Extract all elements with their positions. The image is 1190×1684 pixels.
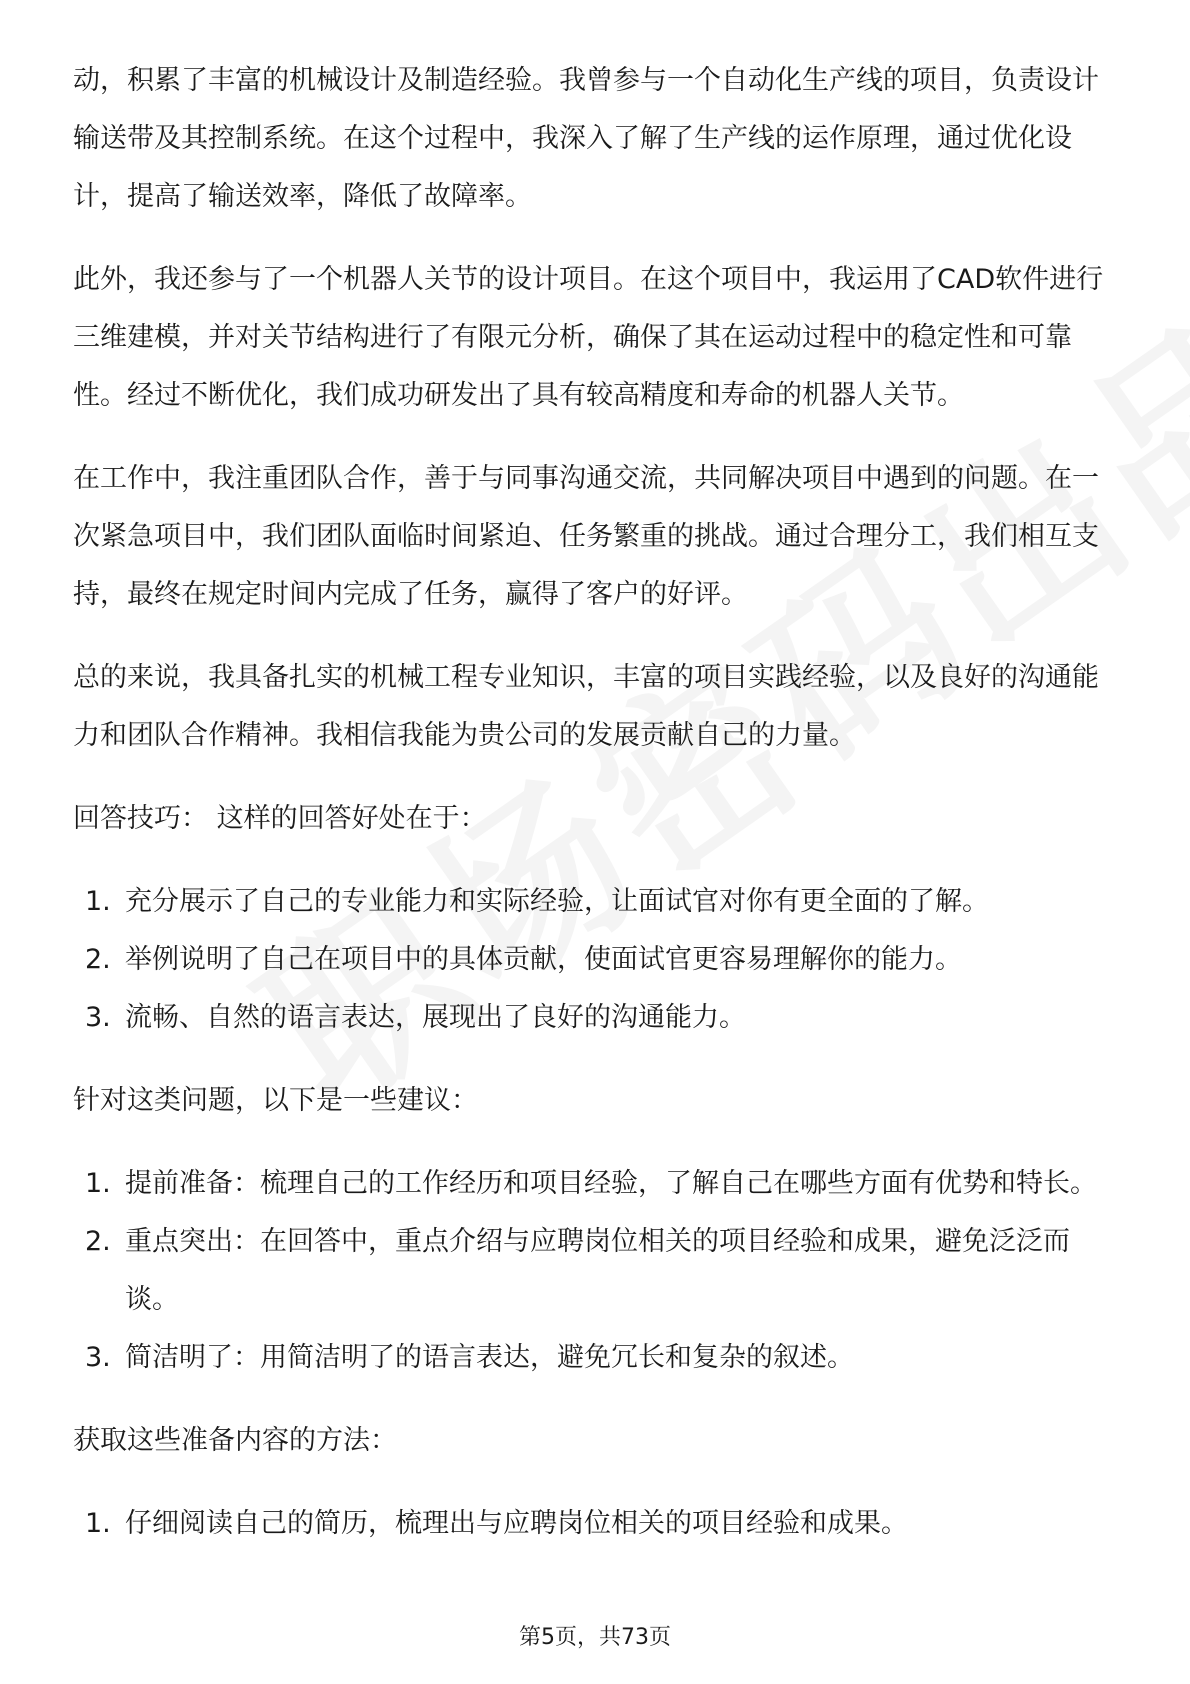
list-number: 3. <box>85 1002 111 1033</box>
list-number: 1. <box>85 886 111 917</box>
list-number: 2. <box>85 1226 111 1257</box>
list-item-text: 流畅、自然的语言表达，展现出了良好的沟通能力。 <box>125 1002 746 1033</box>
list-item <box>73 931 1118 989</box>
suggestions-heading: 针对这类问题，以下是一些建议： <box>73 1085 478 1116</box>
tips-heading: 回答技巧： 这样的回答好处在于： <box>73 803 487 834</box>
list-item-text: 提前准备：梳理自己的工作经历和项目经验，了解自己在哪些方面有优势和特长。 <box>125 1168 1097 1199</box>
list-number: 2. <box>85 944 111 975</box>
list-item-text: 重点突出：在回答中，重点介绍与应聘岗位相关的项目经验和成果，避免泛泛而谈。 <box>125 1226 1070 1315</box>
list-item <box>73 1495 1118 1553</box>
page-number-footer: 第5页，共73页 <box>519 1625 671 1650</box>
paragraph-1: 动，积累了丰富的机械设计及制造经验。我曾参与一个自动化生产线的项目，负责设计输送带及其控制系统。在这个过程中，我深入了解了生产线的运作原理，通过优化设计，提高了输送效率，降低了故障率。 <box>73 65 1099 212</box>
paragraph-2: 此外，我还参与了一个机器人关节的设计项目。在这个项目中，我运用了CAD软件进行三维建模，并对关节结构进行了有限元分析，确保了其在运动过程中的稳定性和可靠性。经过不断优化，我们成功研发出了具有较高精度和寿命的机器人关节。 <box>73 264 1104 411</box>
page-content <box>73 52 1118 1578</box>
list-item <box>73 1213 1118 1329</box>
list-item-text: 举例说明了自己在项目中的具体贡献，使面试官更容易理解你的能力。 <box>125 944 962 975</box>
list-item-text: 仔细阅读自己的简历，梳理出与应聘岗位相关的项目经验和成果。 <box>125 1508 908 1539</box>
methods-heading: 获取这些准备内容的方法： <box>73 1425 397 1456</box>
list-item <box>73 1155 1118 1213</box>
list-item <box>73 989 1118 1047</box>
tips-list <box>73 873 1118 1047</box>
list-number: 1. <box>85 1168 111 1199</box>
list-item-text: 简洁明了：用简洁明了的语言表达，避免冗长和复杂的叙述。 <box>125 1342 854 1373</box>
suggestions-list <box>73 1155 1118 1387</box>
list-item <box>73 1329 1118 1387</box>
methods-list <box>73 1495 1118 1553</box>
list-number: 3. <box>85 1342 111 1373</box>
list-item <box>73 873 1118 931</box>
list-item-text: 充分展示了自己的专业能力和实际经验，让面试官对你有更全面的了解。 <box>125 886 989 917</box>
paragraph-4: 总的来说，我具备扎实的机械工程专业知识，丰富的项目实践经验，以及良好的沟通能力和团队合作精神。我相信我能为贵公司的发展贡献自己的力量。 <box>73 662 1099 751</box>
paragraph-3: 在工作中，我注重团队合作，善于与同事沟通交流，共同解决项目中遇到的问题。在一次紧急项目中，我们团队面临时间紧迫、任务繁重的挑战。通过合理分工，我们相互支持，最终在规定时间内完成了任务，赢得了客户的好评。 <box>73 463 1099 610</box>
list-number: 1. <box>85 1508 111 1539</box>
